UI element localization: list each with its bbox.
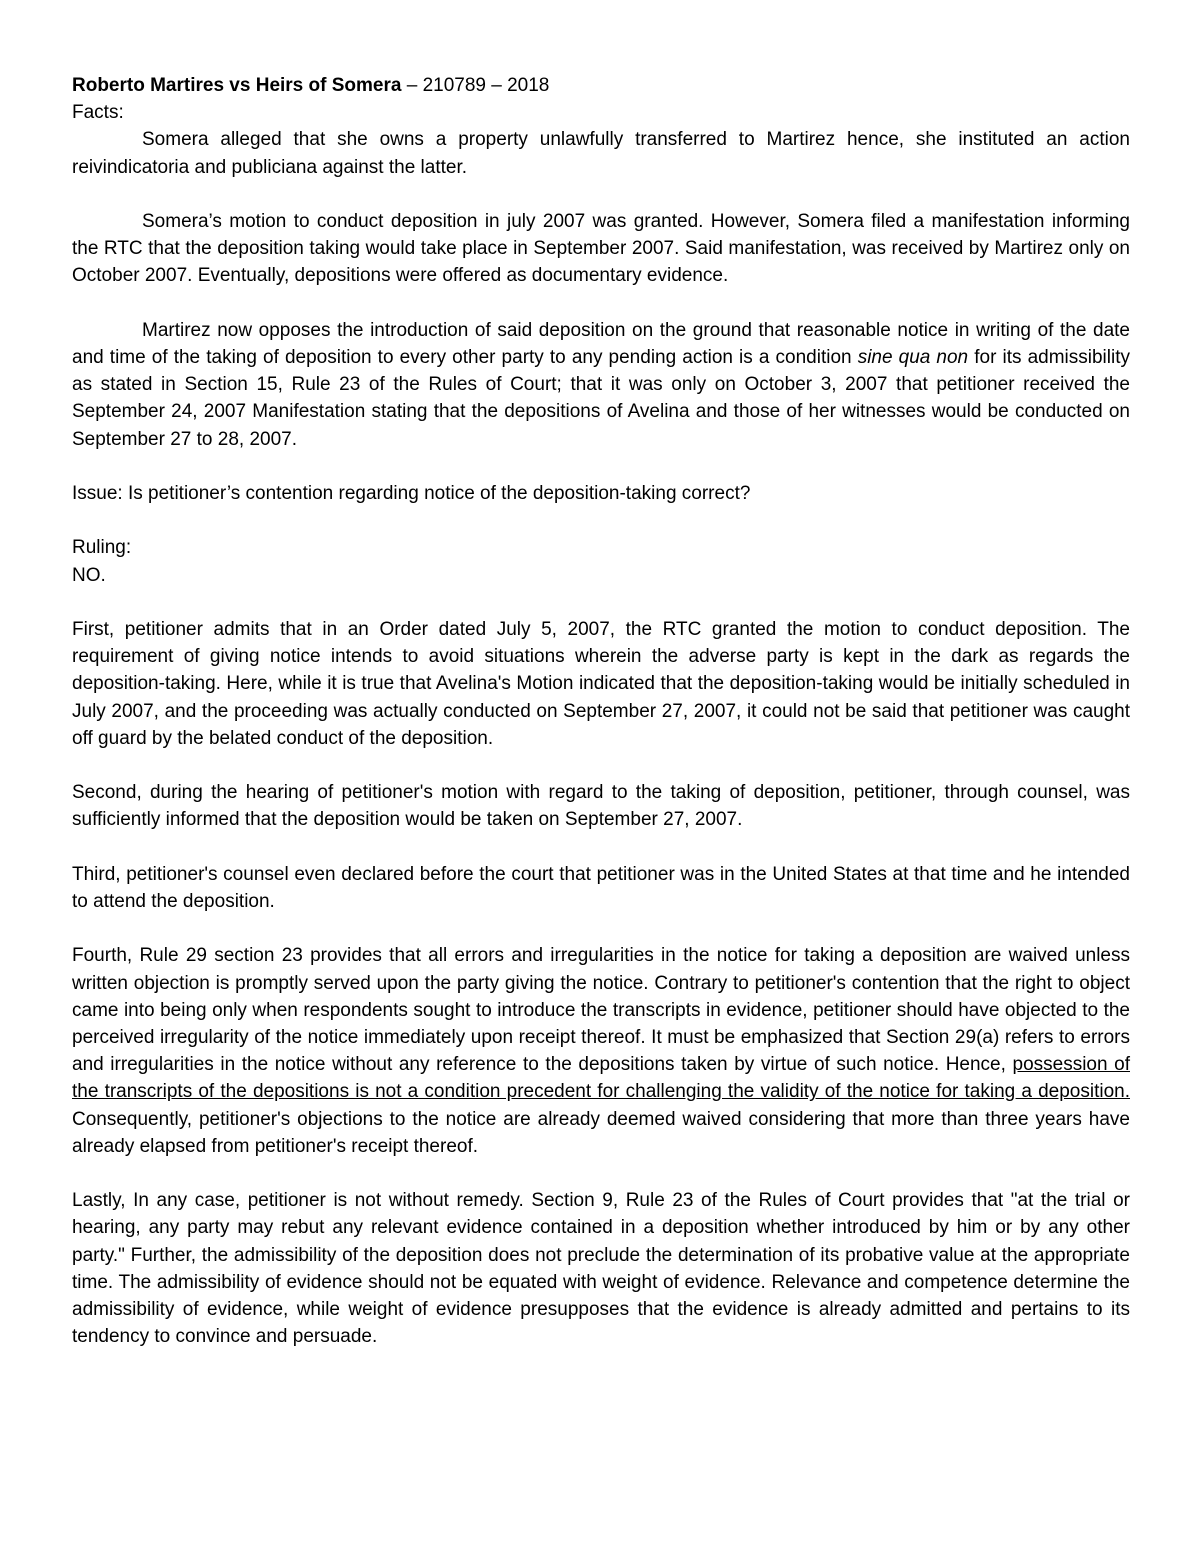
facts-paragraph-3: [72, 317, 1130, 453]
facts-label: Facts:: [72, 102, 124, 124]
facts-paragraph-1: Somera alleged that she owns a property unlawfully transferred to Martirez hence, she instituted an action reivindicatoria and publiciana against the latter.: [72, 129, 1130, 178]
ruling-first: First, petitioner admits that in an Order dated July 5, 2007, the RTC granted the motion to conduct deposition. The requirement of giving notice intends to avoid situations wherein the adverse party is kept in the dark as regards the deposition-taking. Here, while it is true that Avelina's Motion indicated that the deposition-taking would be initially scheduled in July 2007, and the proceeding was actually conducted on September 27, 2007, it could not be said that petitioner was caught off guard by the belated conduct of the deposition.: [72, 618, 1130, 749]
ruling-fourth-part-a: Fourth, Rule 29 section 23 provides that all errors and irregularities in the notice for taking a deposition are waived unless written objection is promptly served upon the party giving the notice. Contrary to petitioner's contention that the right to object came into being only when respondents sought to introduce the transcripts in evidence, petitioner should have objected to the perceived irregularity of the notice immediately upon receipt thereof. It must be emphasized that Section 29(a) refers to errors and irregularities in the notice without any reference to the depositions taken by virtue of such notice. Hence,: [72, 945, 1130, 1076]
case-title: [72, 72, 1130, 99]
ruling-third: Third, petitioner's counsel even declared before the court that petitioner was in the United States at that time and he intended to attend the deposition.: [72, 863, 1130, 912]
ruling-fourth-underlined: possession of the transcripts of the depositions is not a condition precedent for challenging the validity of the notice for taking a deposition.: [72, 1054, 1130, 1103]
paragraph-gap: [72, 752, 1130, 779]
facts-paragraph-3-italic: sine qua non: [857, 347, 969, 368]
paragraph-gap: [72, 589, 1130, 616]
paragraph-gap: [72, 453, 1130, 480]
case-title-name: Roberto Martires vs Heirs of Somera: [72, 75, 402, 96]
paragraph-gap: [72, 507, 1130, 534]
facts-paragraph-3-part-a: Martirez now opposes the introduction of said deposition on the ground that reasonable notice in writing of the date and time of the taking of deposition to every other party to any pending action is a condition: [72, 319, 1130, 368]
paragraph-gap: [72, 181, 1130, 208]
facts-paragraph-2: Somera’s motion to conduct deposition in july 2007 was granted. However, Somera filed a manifestation informing the RTC that the deposition taking would take place in September 2007. Said manifestation, was received by Martirez only on October 2007. Eventually, depositions were offered as documentary evidence.: [72, 211, 1130, 287]
paragraph-gap: [72, 1160, 1130, 1187]
ruling-answer: NO.: [72, 564, 106, 586]
paragraph-gap: [72, 834, 1130, 861]
facts-paragraph-3-part-b: for its admissibility as stated in Section 15, Rule 23 of the Rules of Court; that it was only on October 3, 2007 that petitioner received the September 24, 2007 Manifestation stating that the depositions of Avelina and those of her witnesses would be conducted on September 27 to 28, 2007.: [72, 347, 1131, 450]
case-title-number: – 210789 – 2018: [401, 75, 550, 96]
ruling-second: Second, during the hearing of petitioner's motion with regard to the taking of deposition, petitioner, through counsel, was sufficiently informed that the deposition would be taken on September 27, 2007.: [72, 782, 1130, 831]
issue-statement: Issue: Is petitioner’s contention regarding notice of the deposition-taking correct?: [72, 483, 751, 504]
document-page: [72, 72, 1130, 1350]
paragraph-gap: [72, 915, 1130, 942]
ruling-lastly: Lastly, In any case, petitioner is not without remedy. Section 9, Rule 23 of the Rules of Court provides that "at the trial or hearing, any party may rebut any relevant evidence contained in a deposition whether introduced by him or by any other party." Further, the admissibility of the deposition does not preclude the determination of its probative value at the appropriate time. The admissibility of evidence should not be equated with weight of evidence. Relevance and competence determine the admissibility of evidence, while weight of evidence presupposes that the evidence is already admitted and pertains to its tendency to convince and persuade.: [72, 1190, 1130, 1348]
ruling-fourth: [72, 942, 1130, 1160]
paragraph-gap: [72, 290, 1130, 317]
ruling-fourth-part-b: Consequently, petitioner's objections to the notice are already deemed waived considering that more than three years have already elapsed from petitioner's receipt thereof.: [72, 1108, 1130, 1157]
ruling-label: Ruling:: [72, 537, 132, 559]
